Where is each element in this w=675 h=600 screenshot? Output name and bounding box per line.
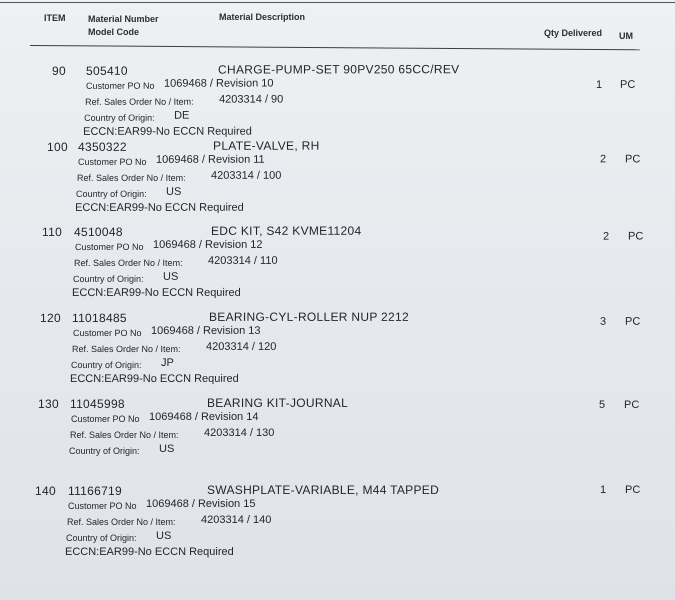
eccn-text: ECCN:EAR99-No ECCN Required — [70, 372, 239, 385]
unit-of-measure: PC — [620, 78, 636, 91]
customer-po-label: Customer PO No — [71, 414, 140, 424]
header-model-code: Model Code — [88, 27, 139, 37]
material-number: 4350322 — [77, 139, 127, 154]
material-number: 11166719 — [68, 484, 123, 498]
eccn-text: ECCN:EAR99-No ECCN Required — [72, 286, 241, 299]
eccn-text: ECCN:EAR99-No ECCN Required — [75, 201, 244, 214]
sales-order-value: 4203314 / 110 — [208, 254, 278, 267]
material-description: BEARING KIT-JOURNAL — [207, 396, 349, 410]
sales-order-label: Ref. Sales Order No / Item: — [70, 430, 179, 440]
origin-value: JP — [161, 356, 174, 369]
qty-delivered: 2 — [603, 230, 610, 243]
customer-po-value: 1069468 / Revision 13 — [151, 324, 261, 337]
sales-order-label: Ref. Sales Order No / Item: — [74, 257, 183, 268]
origin-label: Country of Origin: — [73, 273, 144, 284]
sales-order-value: 4203314 / 130 — [204, 427, 275, 439]
line-item-row — [0, 63, 675, 144]
customer-po-label: Customer PO No — [73, 327, 142, 338]
sales-order-value: 4203314 / 90 — [219, 93, 284, 106]
material-description: BEARING-CYL-ROLLER NUP 2212 — [208, 309, 409, 324]
material-number: 505410 — [85, 63, 128, 78]
material-description: PLATE-VALVE, RH — [212, 138, 320, 153]
material-description: CHARGE-PUMP-SET 90PV250 65CC/REV — [217, 62, 460, 77]
origin-value: DE — [174, 109, 190, 122]
unit-of-measure: PC — [625, 153, 641, 166]
customer-po-label: Customer PO No — [75, 241, 144, 252]
origin-value: US — [163, 270, 179, 283]
customer-po-value: 1069468 / Revision 15 — [146, 498, 256, 510]
origin-label: Country of Origin: — [71, 359, 142, 370]
origin-value: US — [159, 443, 175, 455]
customer-po-label: Customer PO No — [78, 156, 147, 167]
line-item-row — [0, 225, 675, 305]
eccn-text: ECCN:EAR99-No ECCN Required — [65, 546, 234, 558]
origin-value: US — [166, 185, 182, 198]
sales-order-label: Ref. Sales Order No / Item: — [77, 172, 186, 183]
customer-po-label: Customer PO No — [86, 80, 155, 91]
origin-label: Country of Origin: — [84, 112, 155, 123]
customer-po-label: Customer PO No — [68, 501, 137, 511]
eccn-text: ECCN:EAR99-No ECCN Required — [83, 125, 252, 138]
sales-order-value: 4203314 / 140 — [201, 514, 272, 526]
header-item: ITEM — [44, 13, 66, 23]
line-item-row — [0, 397, 675, 477]
line-item-row — [0, 139, 675, 220]
sales-order-label: Ref. Sales Order No / Item: — [72, 343, 181, 354]
origin-label: Country of Origin: — [66, 533, 137, 543]
sales-order-label: Ref. Sales Order No / Item: — [85, 96, 194, 107]
item-number: 100 — [46, 139, 68, 154]
header-bottom-rule — [30, 45, 640, 50]
line-item-row — [0, 311, 675, 391]
header-um: UM — [619, 31, 633, 41]
origin-value: US — [156, 530, 172, 542]
qty-delivered: 2 — [600, 153, 607, 166]
material-description: EDC KIT, S42 KVME11204 — [210, 223, 362, 238]
item-number: 120 — [39, 310, 61, 325]
sales-order-label: Ref. Sales Order No / Item: — [67, 517, 176, 527]
material-description: SWASHPLATE-VARIABLE, M44 TAPPED — [207, 483, 440, 497]
line-item-row — [0, 484, 675, 564]
header-qty-delivered: Qty Delivered — [544, 28, 603, 38]
material-number: 11045998 — [70, 397, 125, 411]
sales-order-value: 4203314 / 120 — [206, 340, 277, 353]
item-number: 90 — [51, 63, 66, 78]
header-top-rule — [0, 2, 675, 3]
qty-delivered: 5 — [599, 399, 606, 411]
origin-label: Country of Origin: — [69, 446, 140, 456]
customer-po-value: 1069468 / Revision 12 — [153, 238, 263, 251]
item-number: 130 — [38, 397, 59, 411]
customer-po-value: 1069468 / Revision 11 — [156, 153, 265, 166]
unit-of-measure: PC — [625, 315, 641, 328]
item-number: 140 — [35, 484, 56, 498]
header-material-number: Material Number — [88, 14, 159, 24]
unit-of-measure: PC — [624, 399, 640, 411]
material-number: 4510048 — [73, 224, 123, 239]
unit-of-measure: PC — [628, 230, 644, 243]
qty-delivered: 3 — [600, 315, 607, 328]
item-number: 110 — [41, 224, 63, 239]
customer-po-value: 1069468 / Revision 14 — [149, 411, 259, 423]
sales-order-value: 4203314 / 100 — [211, 169, 282, 182]
header-material-description: Material Description — [219, 12, 306, 22]
qty-delivered: 1 — [600, 484, 607, 496]
material-number: 11018485 — [71, 310, 127, 325]
unit-of-measure: PC — [625, 484, 641, 496]
origin-label: Country of Origin: — [76, 188, 147, 199]
qty-delivered: 1 — [596, 78, 603, 91]
customer-po-value: 1069468 / Revision 10 — [164, 77, 274, 90]
